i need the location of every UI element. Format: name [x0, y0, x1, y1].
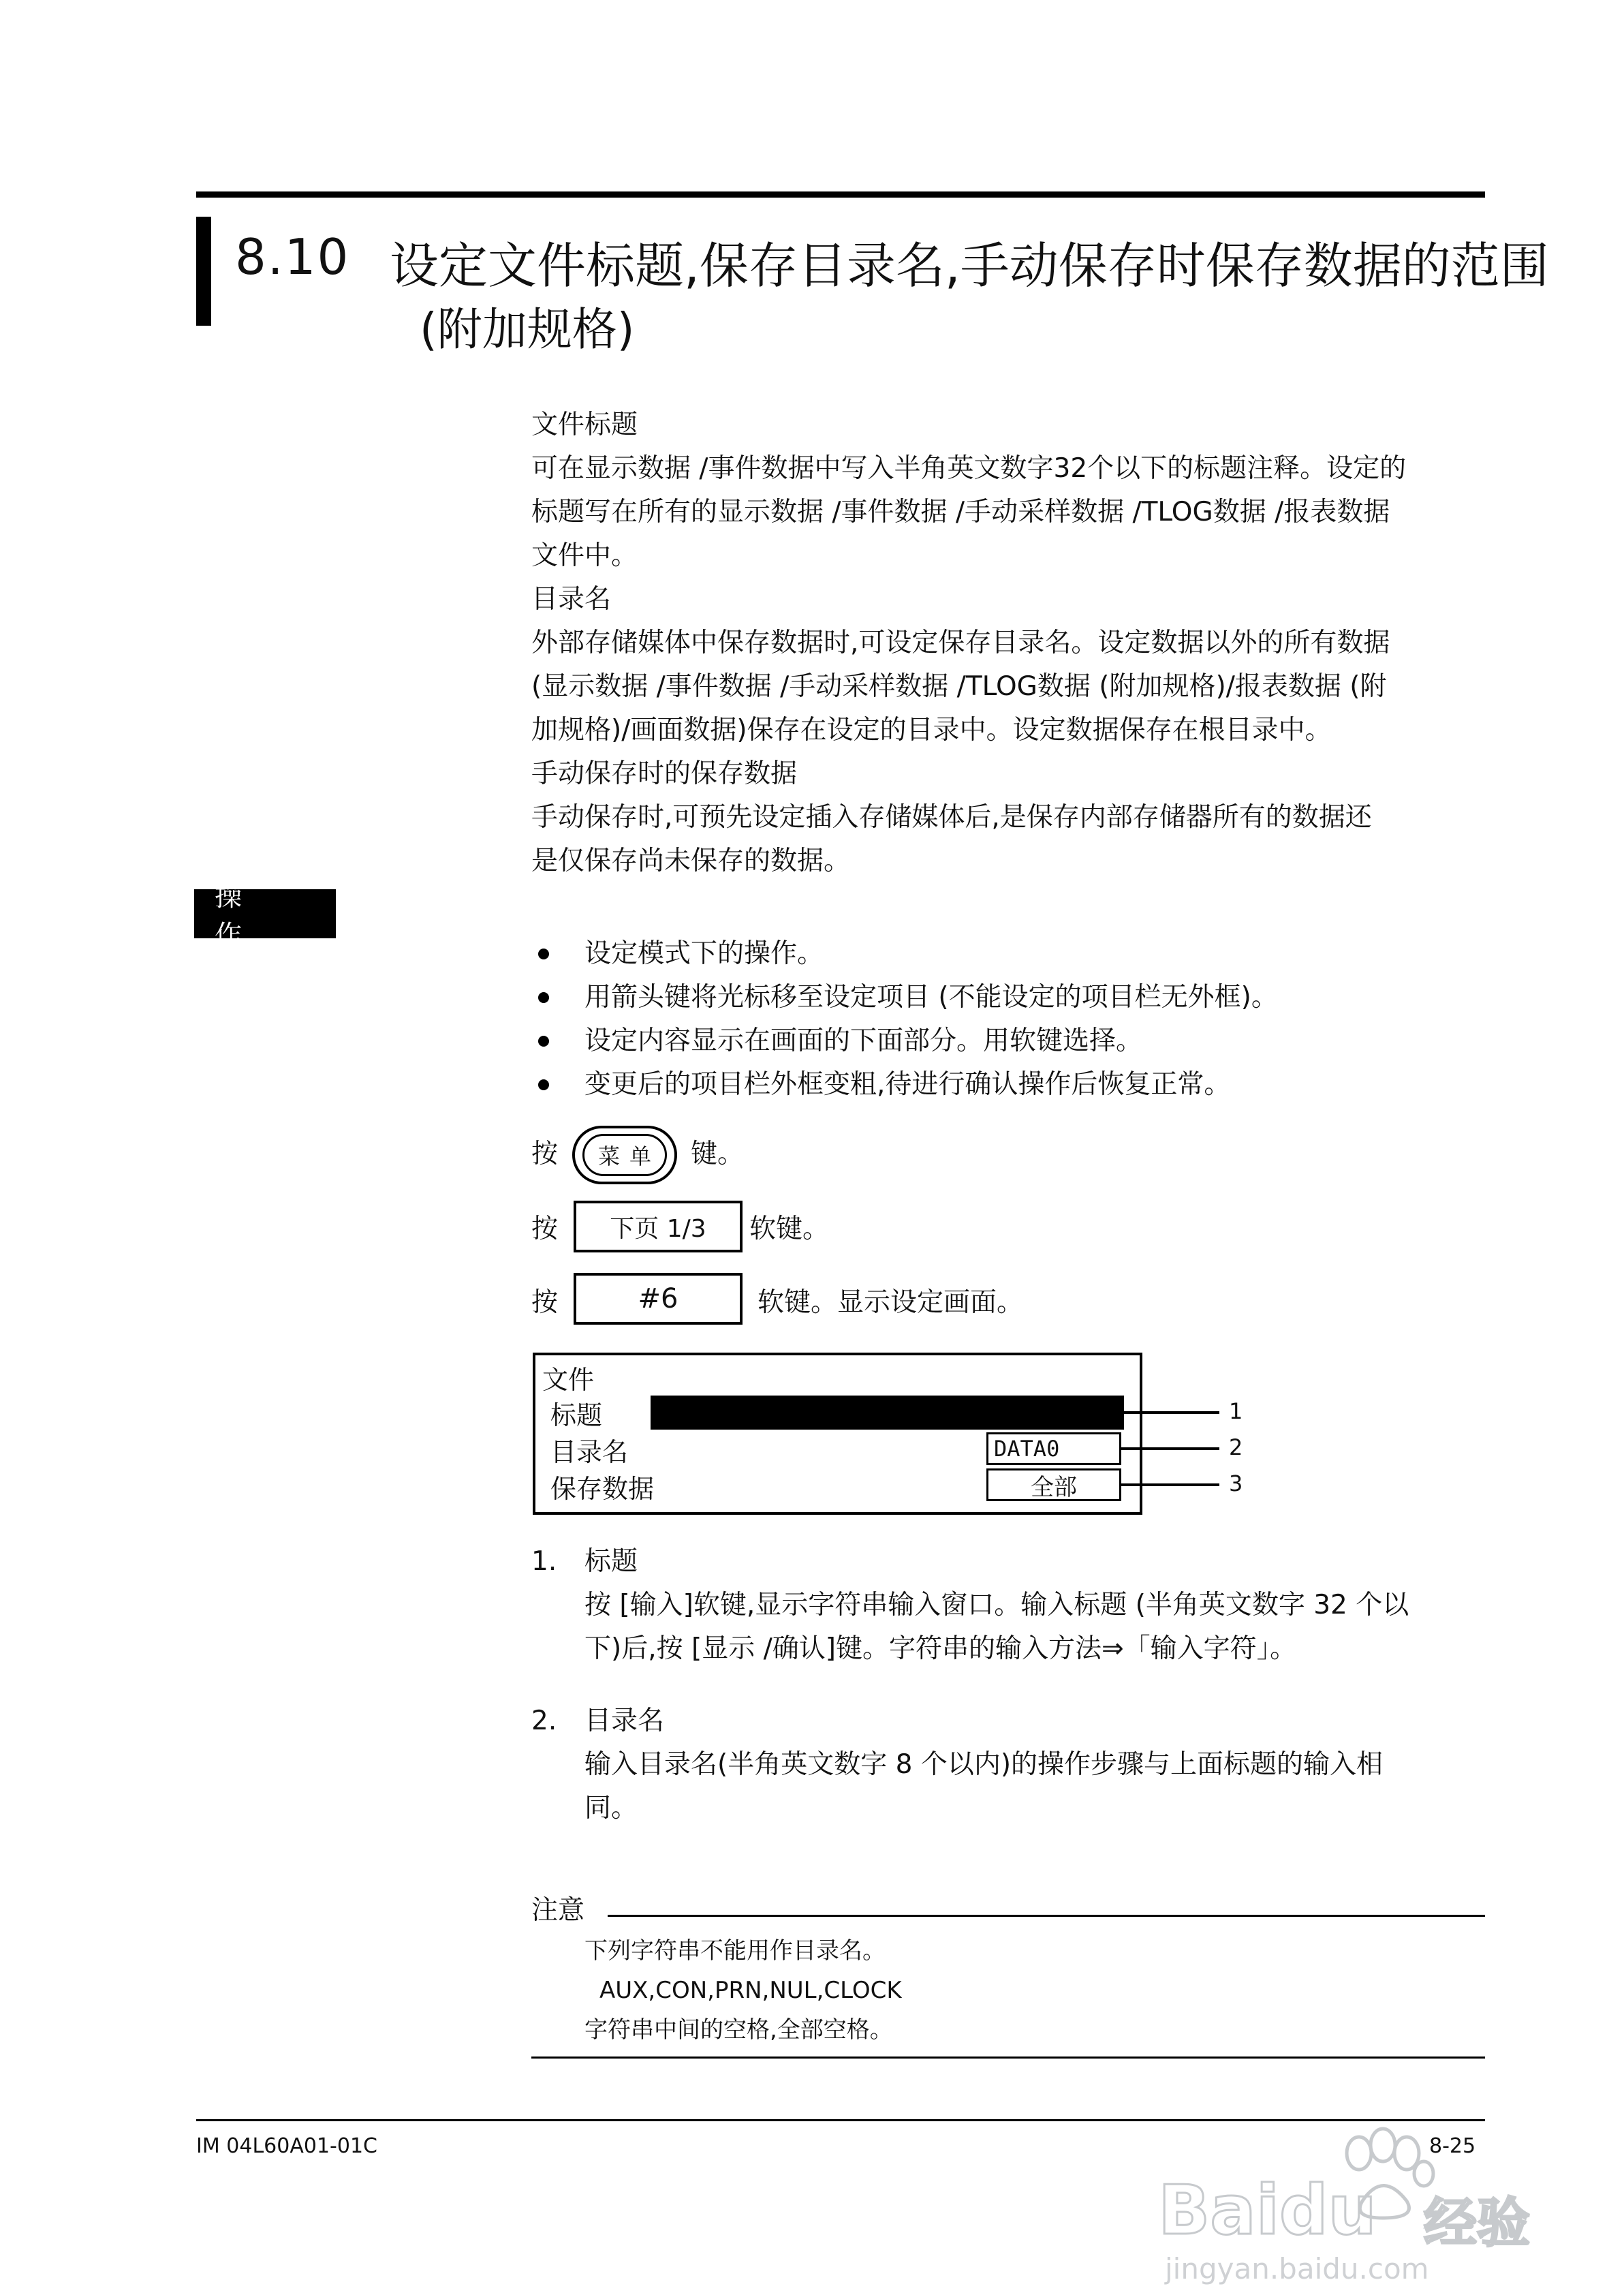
- watermark-suffix: 经验: [1424, 2193, 1531, 2254]
- screen-title-label: 标题: [550, 1400, 603, 1430]
- callout-line-2: [1121, 1447, 1219, 1450]
- file-title-line: 可在显示数据 /事件数据中写入半角英文数字32个以下的标题注释。设定的: [531, 453, 1407, 484]
- item-heading: 目录名: [584, 1706, 665, 1736]
- dir-heading: 目录名: [531, 584, 612, 615]
- screen-group-label: 文件: [542, 1365, 595, 1395]
- dir-line: 外部存储媒体中保存数据时,可设定保存目录名。设定数据以外的所有数据: [531, 628, 1390, 658]
- callout-line-3: [1121, 1483, 1219, 1486]
- screen-dir-label: 目录名: [550, 1437, 629, 1467]
- bullet-text: 用箭头键将光标移至设定项目 (不能设定的项目栏无外框)。: [584, 982, 1278, 1013]
- baidu-watermark: [1158, 2106, 1553, 2283]
- bullet-dot: [538, 1079, 549, 1090]
- callout-number-3: 3: [1229, 1470, 1243, 1496]
- item-heading: 标题: [584, 1546, 638, 1577]
- press-text: 按: [531, 1139, 559, 1169]
- footer-doc-id: IM 04L60A01-01C: [196, 2134, 377, 2158]
- callout-number-1: 1: [1229, 1398, 1243, 1424]
- section-number: 8.10: [235, 228, 350, 286]
- operation-label: 操作: [194, 889, 336, 938]
- note-line: 字符串中间的空格,全部空格。: [584, 2016, 893, 2044]
- note-bottom-rule: [531, 2057, 1485, 2059]
- next-page-softkey[interactable]: 下页 1/3: [574, 1201, 743, 1252]
- title-input-field[interactable]: [651, 1396, 1124, 1430]
- item-number: 1.: [531, 1546, 557, 1577]
- file-title-line: 文件中。: [531, 540, 638, 571]
- item-line: 同。: [584, 1793, 638, 1823]
- bullet-dot: [538, 949, 549, 959]
- menu-key[interactable]: [572, 1126, 677, 1184]
- callout-line-1: [1124, 1411, 1219, 1414]
- softkey-6[interactable]: #6: [574, 1273, 743, 1325]
- manual-save-line: 手动保存时,可预先设定插入存储媒体后,是保存内部存储器所有的数据还: [531, 802, 1372, 833]
- item-line: 按 [输入]软键,显示字符串输入窗口。输入标题 (半角英文数字 32 个以: [584, 1590, 1409, 1620]
- note-line: 下列字符串不能用作目录名。: [584, 1937, 886, 1965]
- save-data-field[interactable]: 全部: [986, 1468, 1121, 1501]
- item-line: 下)后,按 [显示 /确认]键。字符串的输入方法⇒「输入字符」。: [584, 1633, 1297, 1664]
- note-line: AUX,CON,PRN,NUL,CLOCK: [599, 1977, 902, 2004]
- file-title-heading: 文件标题: [531, 410, 638, 440]
- section-title-line1: 设定文件标题,保存目录名,手动保存时保存数据的范围: [390, 237, 1549, 294]
- section-title-line2: (附加规格): [420, 303, 635, 356]
- menu-key-label: 菜单: [582, 1134, 667, 1176]
- dir-line: (显示数据 /事件数据 /手动采样数据 /TLOG数据 (附加规格)/报表数据 (附: [531, 671, 1387, 702]
- bullet-text: 变更后的项目栏外框变粗,待进行确认操作后恢复正常。: [584, 1069, 1231, 1100]
- bullet-dot: [538, 992, 549, 1003]
- item-line: 输入目录名(半角英文数字 8 个以内)的操作步骤与上面标题的输入相: [584, 1749, 1384, 1780]
- note-label: 注意: [531, 1895, 585, 1926]
- watermark-brand: Baidu: [1158, 2170, 1377, 2250]
- manual-save-heading: 手动保存时的保存数据: [531, 758, 798, 789]
- dir-line: 加规格)/画面数据)保存在设定的目录中。设定数据保存在根目录中。: [531, 715, 1332, 745]
- note-top-rule: [608, 1915, 1485, 1917]
- bullet-text: 设定内容显示在画面的下面部分。用软键选择。: [584, 1026, 1143, 1056]
- manual-save-line: 是仅保存尚未保存的数据。: [531, 846, 851, 876]
- bullet-text: 设定模式下的操作。: [584, 938, 824, 969]
- callout-number-2: 2: [1229, 1434, 1243, 1460]
- dir-input-field[interactable]: DATA0: [986, 1432, 1121, 1465]
- top-rule: [196, 191, 1485, 198]
- key-suffix-text: 键。: [691, 1139, 745, 1169]
- footer-page-number: 8-25: [1429, 2134, 1476, 2158]
- watermark-url: jingyan.baidu.com: [1165, 2252, 1429, 2285]
- press-text: 按: [531, 1214, 559, 1244]
- bullet-dot: [538, 1036, 549, 1047]
- file-title-line: 标题写在所有的显示数据 /事件数据 /手动采样数据 /TLOG数据 /报表数据: [531, 497, 1390, 527]
- press-text: 按: [531, 1287, 559, 1318]
- screen-save-label: 保存数据: [550, 1474, 655, 1504]
- item-number: 2.: [531, 1706, 557, 1736]
- softkey-suffix-text: 软键。: [749, 1214, 830, 1244]
- softkey6-suffix-text: 软键。显示设定画面。: [758, 1287, 1024, 1318]
- section-marker-bar: [196, 217, 211, 326]
